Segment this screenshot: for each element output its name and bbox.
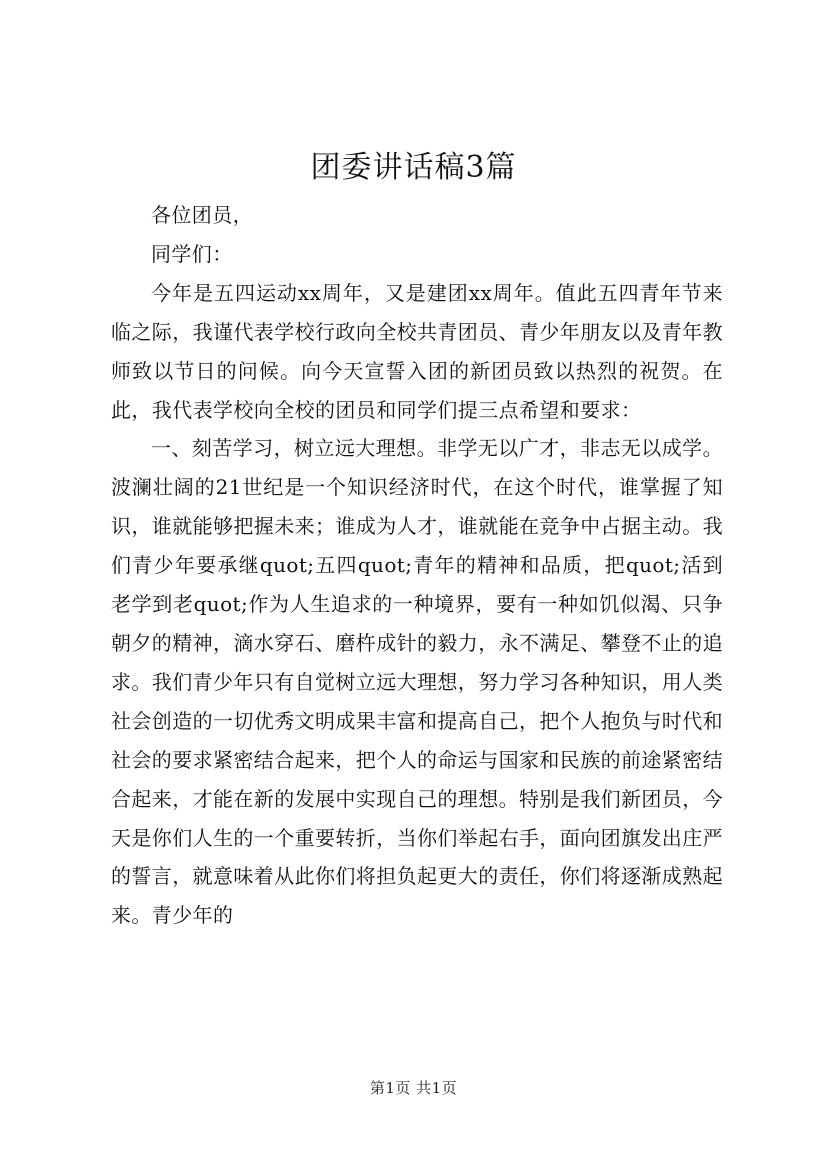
- salutation-line: 各位团员，: [151, 203, 253, 227]
- page-footer: 第1页 共1页: [369, 1079, 458, 1097]
- body-paragraph: 一、刻苦学习，树立远大理想。非学无以广才，非志无以成学。波澜壮阔的21世纪是一个知识经济时代，在这个时代，谁掌握了知识，谁就能够把握未来；谁成为人才，谁就能在竞争中占据主动。我们青少年要承继quot;五四quot;青年的精神和品质，把quot;活到老学到老quot;作为人生追求的一种境界，要有一种如饥似渴、只争朝夕的精神，滴水穿石、磨杵成针的毅力，永不满足、攀登不止的追求。我们青少年只有自觉树立远大理想，努力学习各种知识，用人类社会创造的一切优秀文明成果丰富和提高自己，把个人抱负与时代和社会的要求紧密结合起来，把个人的命运与国家和民族的前途紧密结合起来，才能在新的发展中实现自己的理想。特别是我们新团员，今天是你们人生的一个重要转折，当你们举起右手，面向团旗发出庄严的誓言，就意味着从此你们将担负起更大的责任，你们将逐渐成熟起来。青少年的: [111, 436, 723, 928]
- salutation-line: 同学们：: [151, 241, 233, 266]
- page-title: 团委讲话稿3篇: [310, 150, 517, 185]
- document-body: [111, 196, 723, 935]
- body-paragraph: 今年是五四运动xx周年，又是建团xx周年。值此五四青年节来临之际，我谨代表学校行政向全校共青团员、青少年朋友以及青年教师致以节日的问候。向今天宣誓入团的新团员致以热烈的祝贺。在此，我代表学校向全校的团员和同学们提三点希望和要求：: [111, 280, 723, 422]
